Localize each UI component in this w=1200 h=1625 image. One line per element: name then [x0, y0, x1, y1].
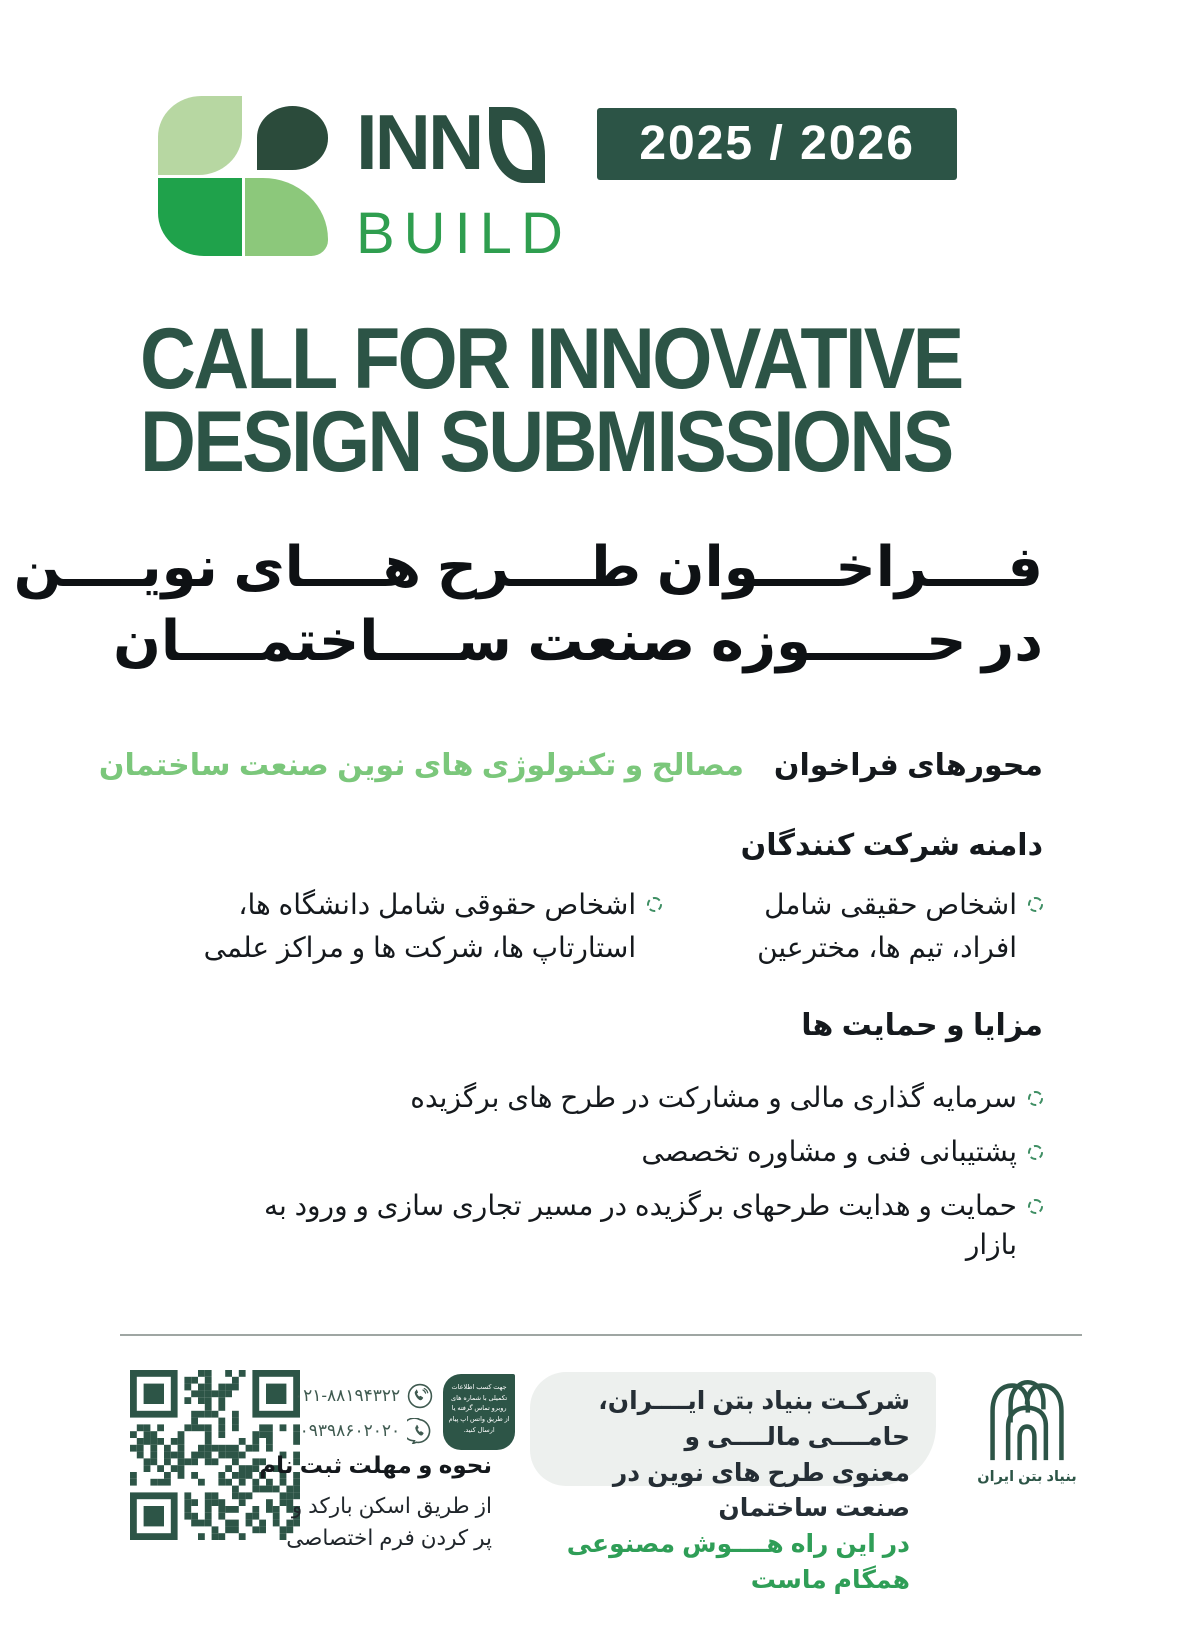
- dashed-circle-bullet-icon: [1028, 897, 1043, 912]
- topics-value: مصالح و تکنولوژی های نوین صنعت ساختمان: [98, 749, 744, 782]
- benefit-text: حمایت و هدایت طرحهای برگزیده در مسیر تجاری سازی و ورود به: [263, 1189, 1017, 1221]
- whatsapp-row: [294, 1418, 433, 1444]
- registration-desc-line: از طریق اسکن بارکد و: [291, 1494, 492, 1518]
- brand-name-inno: [356, 96, 545, 188]
- participants-title: دامنه شرکت کنندگان: [740, 829, 1043, 862]
- sponsor-highlight: در این راه هــــوش مصنوعی همگام ماست: [566, 1530, 910, 1594]
- headline-fa: [14, 530, 1043, 679]
- sponsor-line: شرکـت بنیاد بتن ایــــران، حامــــی مالــــی و: [598, 1387, 910, 1451]
- sponsor-line: معنوی طرح های نوین در صنعت ساختمان: [612, 1458, 910, 1523]
- participants-list: [204, 884, 1043, 969]
- brand-inn-text: INN: [356, 98, 482, 186]
- contact-note-line: از طریق واتس اپ پیام: [448, 1416, 510, 1424]
- divider: [120, 1334, 1082, 1336]
- logo-leaf-light-icon: [158, 96, 242, 175]
- headline-fa-line2: در حــــــوزه صنعت ســــاختمــــان: [113, 609, 1043, 673]
- sponsor-logo-caption: بنیاد بتن ایران: [977, 1469, 1077, 1485]
- benefit-text: بازار: [965, 1229, 1017, 1261]
- dashed-circle-bullet-icon: [1028, 1199, 1043, 1214]
- participant-text: استارتاپ ها، شرکت ها و مراکز علمی: [203, 931, 637, 963]
- leaf-o-icon: [489, 107, 545, 183]
- topics-row: [99, 748, 1043, 783]
- benefits-list: [264, 1078, 1043, 1265]
- benefit-text: پشتیبانی فنی و مشاوره تخصصی: [641, 1135, 1017, 1167]
- phone-number: ۰۲۱-۸۸۱۹۴۳۲۲: [294, 1386, 401, 1405]
- brand-name-build: BUILD: [356, 201, 572, 266]
- brand-header: [158, 96, 957, 267]
- contact-note-line: جهت کسب اطلاعات: [451, 1384, 507, 1391]
- dashed-circle-bullet-icon: [1028, 1091, 1043, 1106]
- whatsapp-icon: [407, 1418, 433, 1444]
- registration-title: نحوه و مهلت ثبت نام: [259, 1452, 492, 1478]
- contact-note-line: روبرو تماس گرفته یا: [451, 1405, 507, 1413]
- contact-note-line: ارسال کنید.: [463, 1426, 495, 1434]
- phone-row: [294, 1383, 433, 1409]
- logo-leaf-dark-icon: [257, 106, 329, 170]
- bonyad-beton-arches-icon: [986, 1374, 1068, 1466]
- contact-note-blob: [443, 1374, 515, 1450]
- contact-note-line: تکمیلی با شماره های: [451, 1394, 508, 1402]
- list-item: [264, 1186, 1043, 1266]
- headline-en-line1: CALL FOR INNOVATIVE: [140, 311, 962, 407]
- contact-block: [294, 1374, 515, 1450]
- headline-en-line2: DESIGN SUBMISSIONS: [140, 394, 952, 491]
- registration-block: [259, 1452, 492, 1555]
- participant-text: اشخاص حقیقی شامل: [764, 889, 1017, 920]
- dashed-circle-bullet-icon: [647, 897, 662, 912]
- registration-desc-line: پر کردن فرم اختصاصی: [286, 1526, 492, 1551]
- headline-en: [140, 311, 962, 491]
- logo-leaf-medium-icon: [245, 178, 329, 257]
- brand-text: [356, 96, 957, 267]
- list-item: [757, 884, 1043, 969]
- sponsor-logo: [975, 1374, 1079, 1485]
- benefit-text: سرمایه گذاری مالی و مشارکت در طرح های برگزیده: [410, 1082, 1017, 1113]
- phone-icon: [407, 1383, 433, 1409]
- topics-label: محورهای فراخوان: [773, 749, 1043, 782]
- list-item: [204, 884, 663, 969]
- years-badge: 2025 / 2026: [597, 108, 957, 180]
- dashed-circle-bullet-icon: [1028, 1145, 1043, 1160]
- sponsor-box: [530, 1372, 936, 1594]
- list-item: [264, 1078, 1043, 1118]
- headline-fa-line1: فــــراخــــوان طــــرح هــــای نویــــن: [13, 535, 1043, 598]
- participant-text: افراد، تیم ها، مخترعین: [757, 931, 1017, 963]
- logo-square-green-icon: [158, 178, 242, 257]
- innobuild-logo-icon: [158, 96, 328, 256]
- participant-text: اشخاص حقوقی شامل دانشگاه ها،: [238, 889, 637, 920]
- list-item: [264, 1132, 1043, 1172]
- benefits-title: مزایا و حمایت ها: [801, 1009, 1043, 1042]
- whatsapp-number: ۰۹۳۹۸۶۰۲۰۲۰: [299, 1421, 401, 1440]
